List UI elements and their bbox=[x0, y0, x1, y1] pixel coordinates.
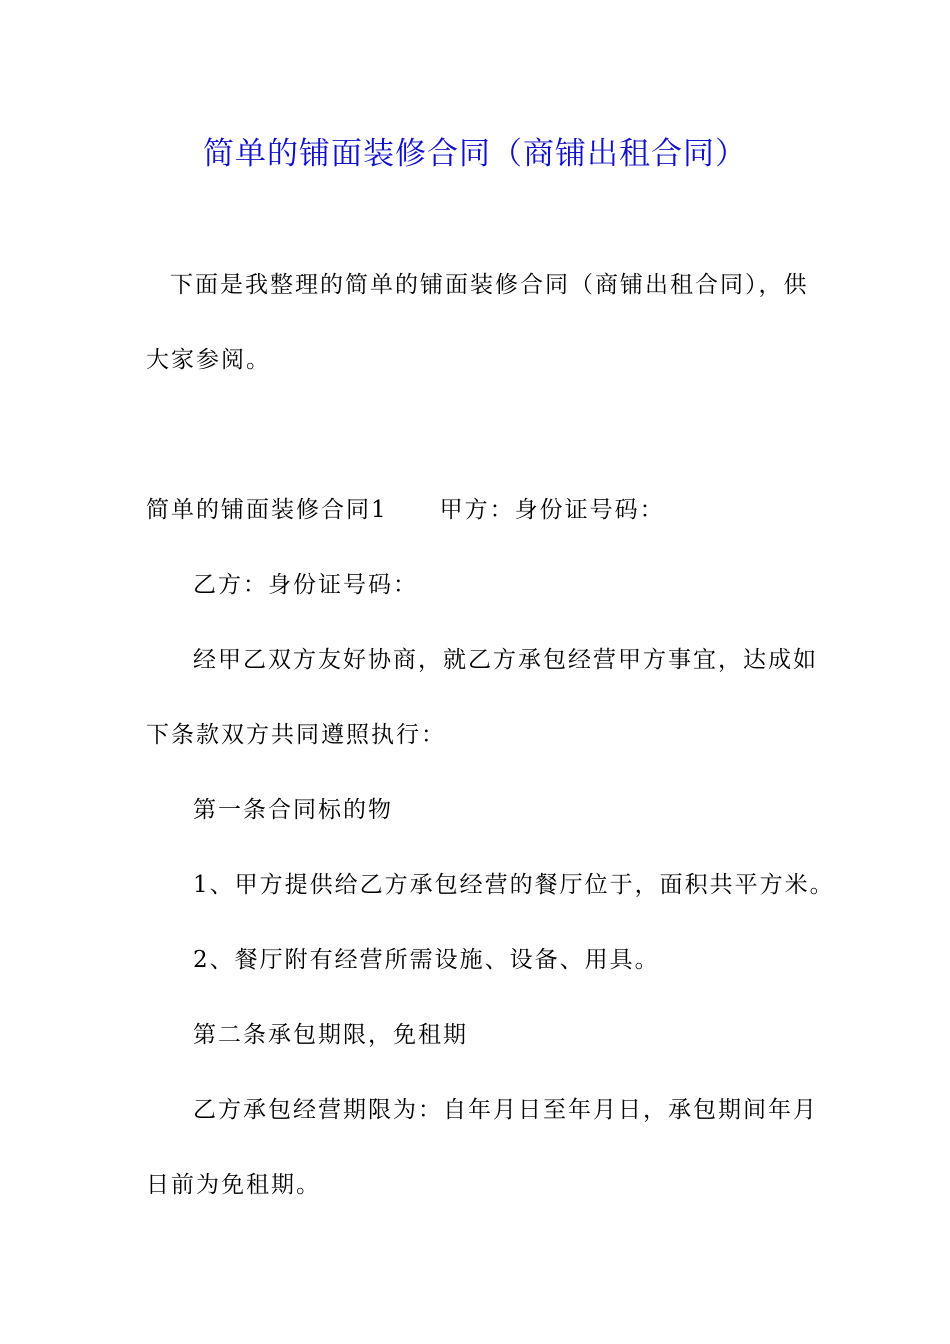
intro-line-1: 下面是我整理的简单的铺面装修合同（商铺出租合同），供 bbox=[170, 272, 809, 298]
paragraph-1-line-1: 经甲乙双方友好协商，就乙方承包经营甲方事宜，达成如 bbox=[193, 647, 818, 673]
article-2-line-1: 乙方承包经营期限为：自年月日至年月日，承包期间年月 bbox=[193, 1097, 818, 1123]
party-b-line: 乙方：身份证号码： bbox=[193, 572, 418, 598]
article-1-item-1: 1、甲方提供给乙方承包经营的餐厅位于，面积共平方米。 bbox=[193, 872, 835, 898]
article-2-title: 第二条承包期限，免租期 bbox=[193, 1022, 468, 1048]
intro-line-2: 大家参阅。 bbox=[146, 347, 271, 373]
section-heading: 简单的铺面装修合同1 bbox=[146, 497, 388, 523]
party-a-line: 甲方：身份证号码： bbox=[439, 497, 665, 523]
article-1-title: 第一条合同标的物 bbox=[193, 797, 393, 823]
paragraph-1-line-2: 下条款双方共同遵照执行： bbox=[146, 722, 446, 748]
article-1-item-2: 2、餐厅附有经营所需设施、设备、用具。 bbox=[193, 947, 660, 973]
section-heading-row bbox=[146, 495, 806, 525]
document-title: 简单的铺面装修合同（商铺出租合同） bbox=[203, 136, 747, 172]
article-2-line-2: 日前为免租期。 bbox=[146, 1172, 321, 1198]
